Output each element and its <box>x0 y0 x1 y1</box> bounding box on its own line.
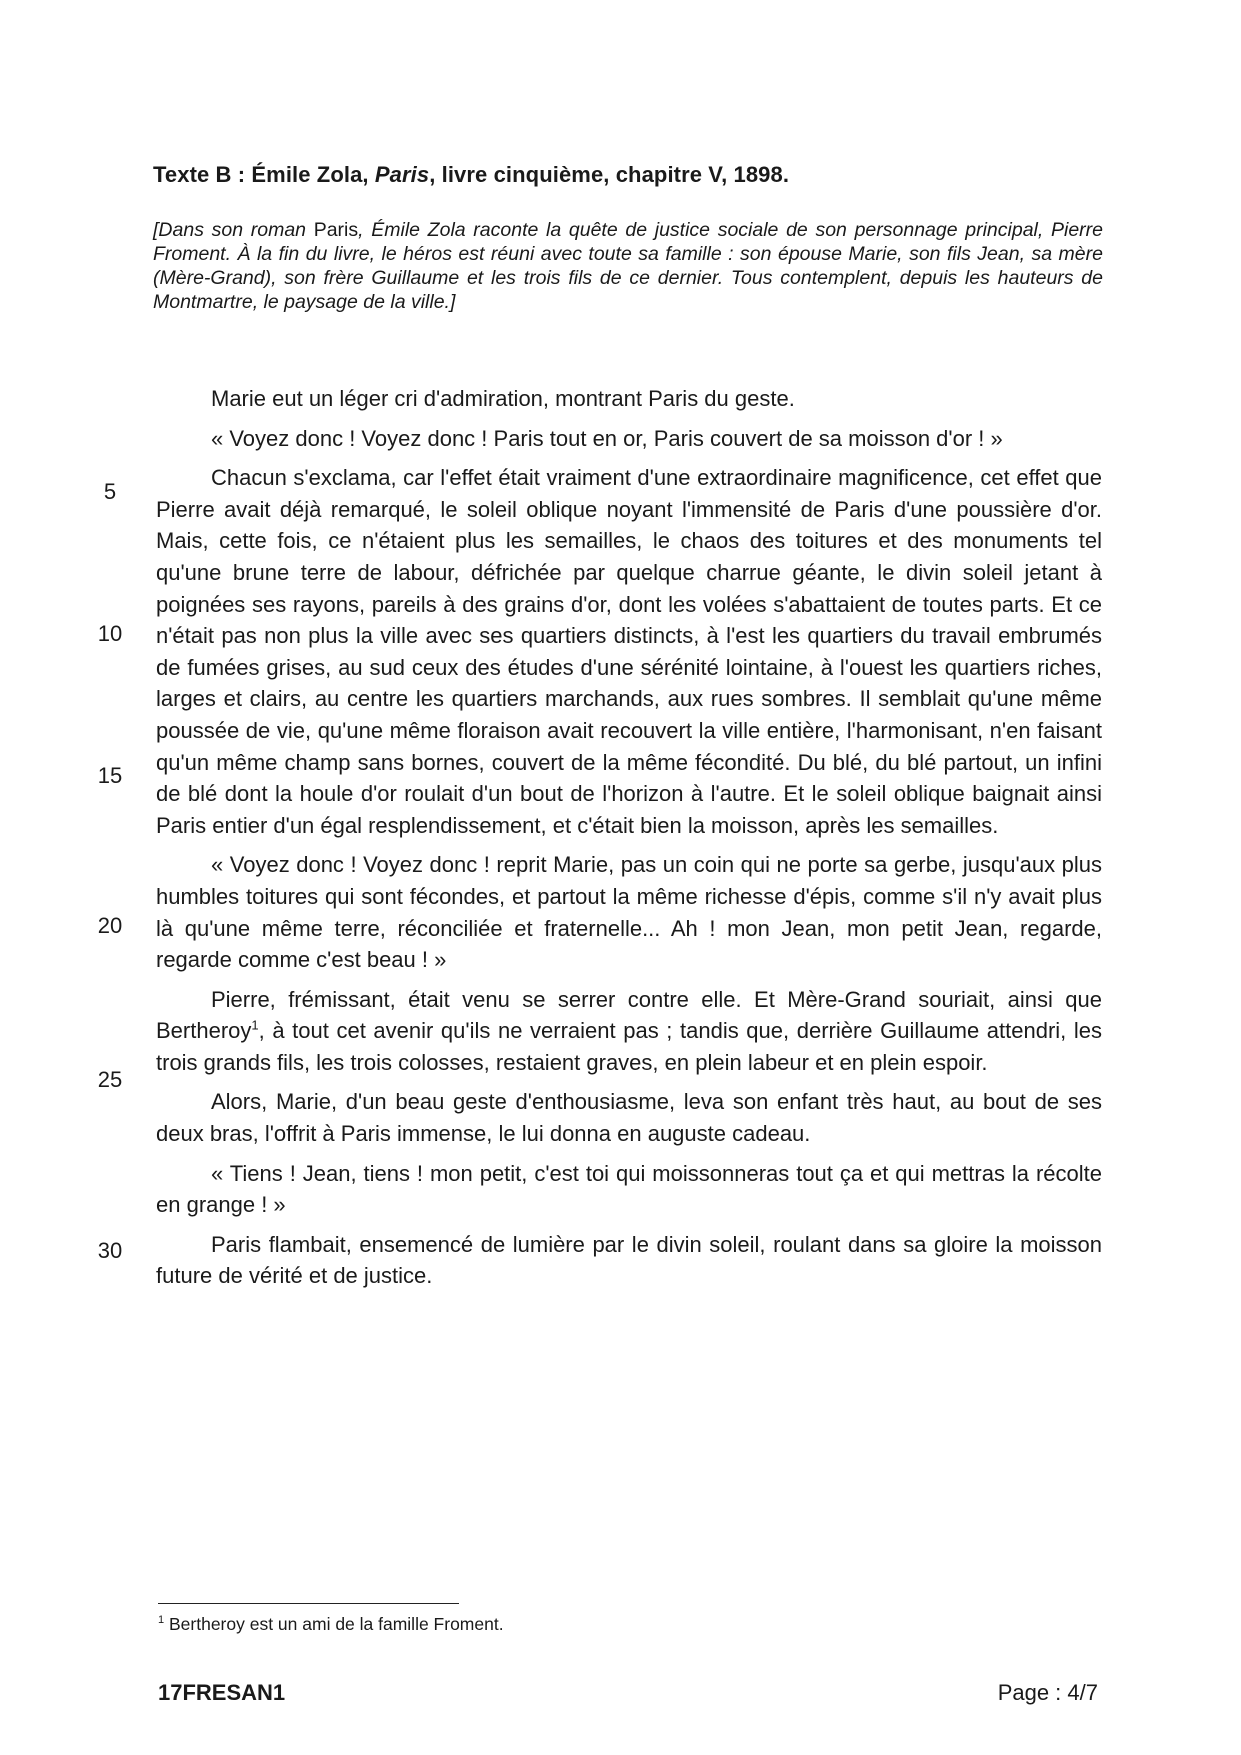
paragraph <box>156 984 1102 1079</box>
line-number: 30 <box>97 1238 123 1263</box>
paragraph: « Tiens ! Jean, tiens ! mon petit, c'est toi qui moissonneras tout ça et qui mettras la récolte en grange ! » <box>156 1160 1102 1218</box>
title-suffix: , livre cinquième, chapitre V, 1898. <box>429 162 790 187</box>
footnote-text: Bertheroy est un ami de la famille Froment. <box>164 1614 504 1634</box>
footnote-ref: 1 <box>251 1017 259 1033</box>
paragraph: « Voyez donc ! Voyez donc ! reprit Marie, pas un coin qui ne porte sa gerbe, jusqu'aux plus humbles toitures qui sont fécondes, et partout la même richesse d'épis, comme s'il n'y avait plus là qu'une même terre, réconciliée et fraternelle... Ah ! mon Jean, mon petit Jean, regarde, regarde comme c'est beau ! » <box>156 852 1102 973</box>
footnote <box>158 1614 504 1635</box>
title-work: Paris <box>374 162 430 187</box>
intro-part1: [Dans son roman <box>153 219 314 241</box>
paragraph: « Voyez donc ! Voyez donc ! Paris tout en or, Paris couvert de sa moisson d'or ! » <box>211 425 1003 451</box>
line-number: 20 <box>97 913 123 938</box>
line-number: 5 <box>103 479 117 504</box>
page-number: Page : 4/7 <box>997 1680 1098 1705</box>
intro-note <box>153 218 1103 314</box>
footnote-divider <box>158 1603 459 1604</box>
footnote-marker: 1 <box>158 1614 165 1627</box>
line-number: 10 <box>97 621 123 646</box>
intro-work: Paris <box>313 219 359 241</box>
title-prefix: Texte B : Émile Zola, <box>153 162 375 187</box>
text-title <box>153 162 789 188</box>
paragraph-text: Pierre, frémissant, était venu se serrer contre elle. Et Mère-Grand souriait, ainsi que Bertheroy <box>156 986 1102 1044</box>
paragraph: Chacun s'exclama, car l'effet était vraiment d'une extraordinaire magnificence, cet effet que Pierre avait déjà remarqué, le soleil oblique noyant l'immensité de Paris d'une poussière d'or. Mais, cette fois, ce n'étaient plus les semailles, le chaos des toitures et des monuments tel qu'une brune terre de labour, défrichée par quelque charrue géante, le divin soleil jetant à poignées ses rayons, pareils à des grains d'or, dont les volées s'abattaient de toutes parts. Et ce n'était pas non plus la ville avec ses quartiers distincts, à l'est les quartiers du travail embrumés de fumées grises, au sud ceux des études d'une sérénité lointaine, à l'ouest les quartiers riches, larges et clairs, au centre les quartiers marchands, aux rues sombres. Il semblait qu'une même poussée de vie, qu'une même floraison avait recouvert la ville entière, l'harmonisant, n'en faisant qu'un même champ sans bornes, couvert de la même fécondité. Du blé, du blé partout, un infini de blé dont la houle d'or roulait d'un bout de l'horizon à l'autre. Et le soleil oblique baignait ainsi Paris entier d'un égal resplendissement, et c'était bien la moisson, après les semailles. <box>156 465 1102 838</box>
paragraph: Marie eut un léger cri d'admiration, montrant Paris du geste. <box>211 386 795 411</box>
paragraph: Paris flambait, ensemencé de lumière par le divin soleil, roulant dans sa gloire la moisson future de vérité et de justice. <box>156 1231 1102 1289</box>
exam-code: 17FRESAN1 <box>158 1680 286 1705</box>
excerpt-body <box>156 383 1102 1300</box>
paragraph: Alors, Marie, d'un beau geste d'enthousiasme, leva son enfant très haut, au bout de ses deux bras, l'offrit à Paris immense, le lui donna en auguste cadeau. <box>156 1089 1102 1147</box>
line-number: 25 <box>97 1067 123 1092</box>
paragraph-text: , à tout cet avenir qu'ils ne verraient pas ; tandis que, derrière Guillaume attendri, les trois grands fils, les trois colosses, restaient graves, en plein labeur et en plein espoir. <box>156 1018 1102 1075</box>
intro-part2: , Émile Zola raconte la quête de justice sociale de son personnage principal, Pierre Froment. À la fin du livre, le héros est réuni avec toute sa famille : son épouse Marie, son fils Jean, sa mère (Mère-Grand), son frère Guillaume et les trois fils de ce dernier. Tous contemplent, depuis les hauteurs de Montmartre, le paysage de la ville.] <box>153 219 1103 313</box>
line-number: 15 <box>97 763 123 788</box>
